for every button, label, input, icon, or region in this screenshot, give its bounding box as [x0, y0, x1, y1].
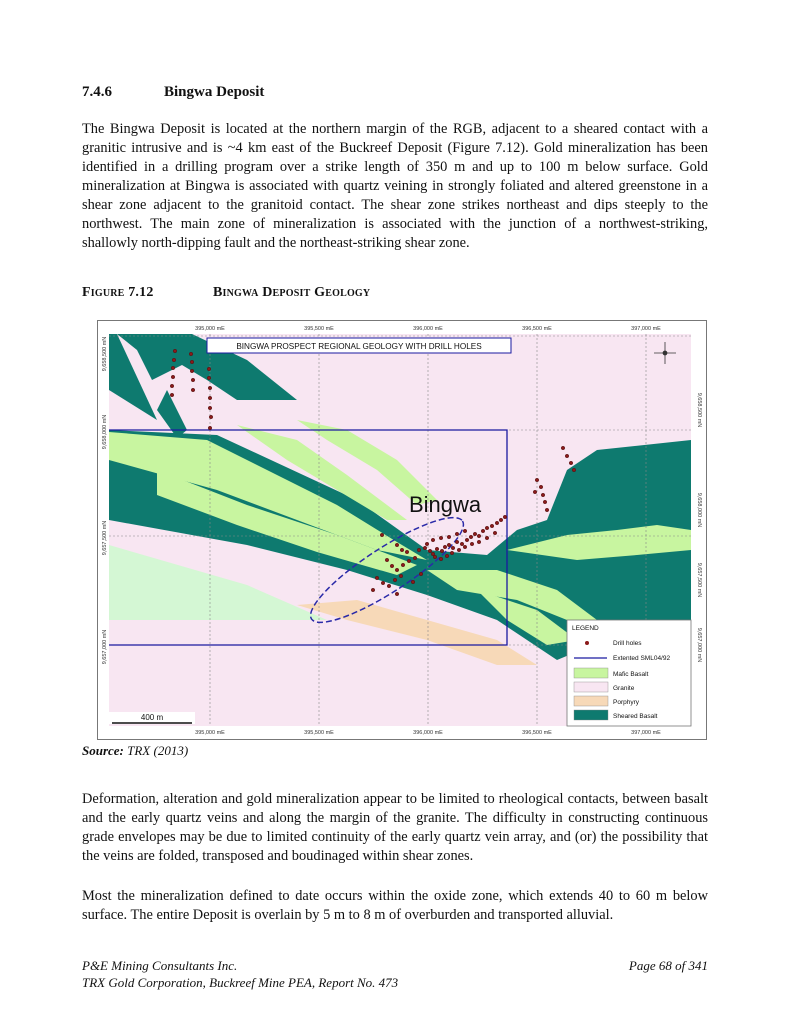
northing-label: 9,657,500 mN	[102, 520, 108, 556]
section-heading	[82, 84, 264, 101]
easting-label: 397,000 mE	[631, 326, 661, 332]
legend-item-label: Sheared Basalt	[613, 713, 658, 720]
legend-title: LEGEND	[572, 625, 599, 632]
northing-label: 9,658,000 mN	[102, 414, 108, 450]
legend-swatch	[574, 696, 608, 706]
northing-label: 9,658,000 mN	[696, 492, 702, 528]
easting-label: 395,500 mE	[304, 326, 334, 332]
map-legend	[567, 620, 691, 726]
legend-swatch	[574, 710, 608, 720]
figure-caption	[82, 285, 370, 301]
paragraph-oxide-zone: Most the mineralization defined to date occurs within the oxide zone, which extends 40 to 60 m below surface. The entire Deposit is overlain by 5 m to 8 m of overburden and transported alluvial.	[82, 888, 708, 923]
source-label: Source:	[82, 743, 124, 758]
easting-label: 395,000 mE	[195, 730, 225, 736]
source-text: TRX (2013)	[127, 743, 189, 758]
easting-label: 395,000 mE	[195, 326, 225, 332]
legend-item-label: Porphyry	[613, 699, 640, 706]
easting-label: 396,000 mE	[413, 326, 443, 332]
scale-label: 400 m	[140, 713, 164, 722]
legend-item-label: Mafic Basalt	[613, 671, 649, 678]
northing-label: 9,657,000 mN	[102, 629, 108, 665]
legend-item-label: Granite	[613, 685, 635, 692]
easting-label: 396,000 mE	[413, 730, 443, 736]
northing-label: 9,658,500 mN	[102, 336, 108, 372]
map-title: BINGWA PROSPECT REGIONAL GEOLOGY WITH DRILL HOLES	[236, 342, 482, 351]
legend-swatch	[574, 682, 608, 692]
section-number: 7.4.6	[82, 84, 112, 100]
easting-label: 397,000 mE	[631, 730, 661, 736]
paragraph-deformation: Deformation, alteration and gold mineralization appear to be limited to rheological contacts, between basalt and the early quartz veins and along the margin of the granite. The difficulty in constructing continuous grade envelopes may be due to limited continuity of the early quartz vein array, and (or) the possibility that the veins are folded, transposed and boudinaged within shear zones.	[82, 791, 708, 864]
section-title: Bingwa Deposit	[164, 84, 265, 100]
legend-item-label: Extented SML04/92	[613, 655, 671, 662]
legend-swatch	[574, 668, 608, 678]
scale-bar	[109, 712, 195, 724]
northing-label: 9,657,000 mN	[696, 627, 702, 663]
footer-report: TRX Gold Corporation, Buckreef Mine PEA, Report No. 473	[82, 975, 399, 990]
legend-drill-symbol	[585, 641, 589, 645]
geology-map	[97, 320, 707, 740]
figure-source	[82, 743, 188, 759]
paragraph-intro: The Bingwa Deposit is located at the northern margin of the RGB, adjacent to a sheared contact with a granitic intrusive and is ~4 km east of the Buckreef Deposit (Figure 7.12). Gold mineralization has been identified in a drilling program over a strike length of 350 m and up to 100 m below surface. Gold mineralization at Bingwa is associated with quartz veining in strongly foliated and altered greenstone in a shear zone adjacent to the granitoid contact. The shear zone strikes northeast and dips steeply to the northwest. The main zone of mineralization is associated with the junction of a northwest-striking, shallowly north-dipping fault and the northeast-striking shear zone.	[82, 121, 708, 251]
deposit-label: Bingwa	[409, 492, 482, 517]
figure-title: Bingwa Deposit Geology	[213, 285, 371, 300]
footer-line-2	[82, 975, 708, 991]
footer-company: P&E Mining Consultants Inc.	[82, 958, 238, 973]
easting-label: 396,500 mE	[522, 326, 552, 332]
footer-line-1	[82, 958, 708, 974]
northing-label: 9,658,500 mN	[696, 392, 702, 428]
legend-item-label: Drill holes	[613, 640, 642, 647]
easting-label: 396,500 mE	[522, 730, 552, 736]
footer-page-number: Page 68 of 341	[628, 958, 708, 973]
easting-label: 395,500 mE	[304, 730, 334, 736]
figure-number: Figure 7.12	[82, 285, 154, 300]
northing-label: 9,657,500 mN	[696, 562, 702, 598]
